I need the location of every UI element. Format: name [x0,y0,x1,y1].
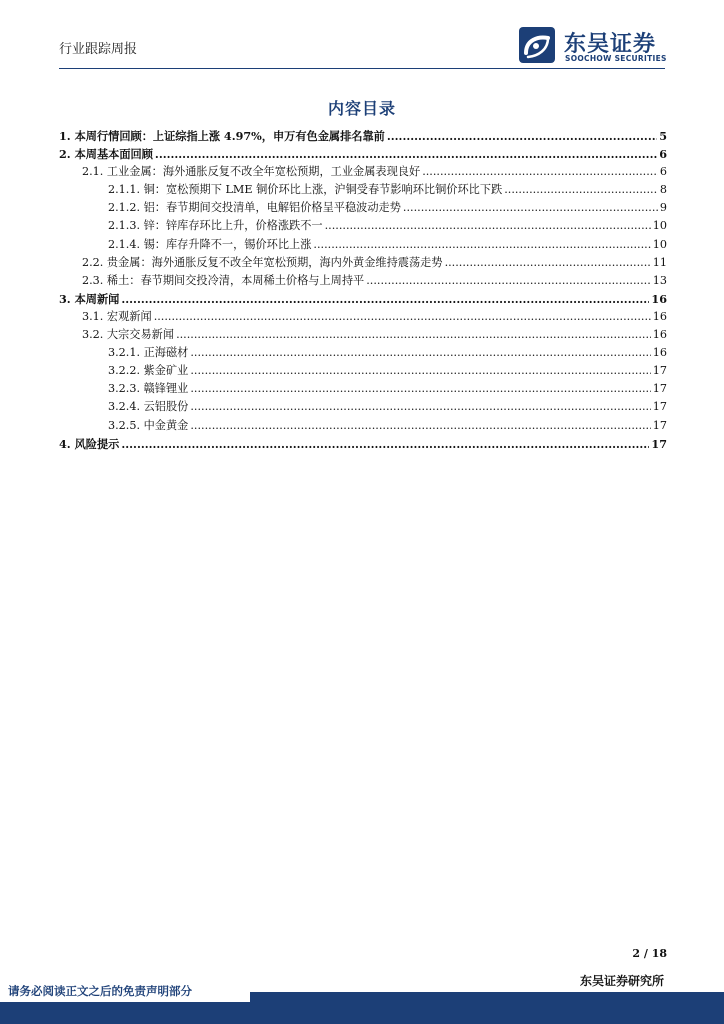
toc-leader-dots [176,326,651,344]
toc-entry-label: 工业金属：海外通胀反复不改全年宽松预期，工业金属表现良好 [106,165,421,179]
toc-entry-page: 6 [659,147,667,162]
toc-entry-page: 16 [652,309,667,323]
toc-leader-dots [190,344,650,362]
toc-entry-number: 2.1.1. [108,183,141,197]
toc-leader-dots [190,417,650,435]
toc-entry-title [108,181,502,199]
toc-entry-page: 11 [652,255,667,269]
toc-entry-page: 6 [659,165,667,179]
toc-leader-dots [190,380,650,398]
logo-company-name: 东吴证券 [564,32,657,57]
toc-entry-page: 16 [652,346,667,360]
toc-entry[interactable] [59,217,667,235]
toc-entry-page: 17 [652,400,667,414]
toc-entry[interactable] [59,145,667,163]
toc-entry-title [59,145,153,163]
toc-entry-label: 中金黄金 [143,418,189,432]
toc-entry[interactable] [59,236,667,254]
toc-entry-label: 铜：宽松预期下 LME 铜价环比上涨，沪铜受春节影响环比铜价环比下跌 [143,183,503,197]
toc-entry-title [108,217,323,235]
toc-entry-number: 2. [59,147,71,162]
toc-leader-dots [387,127,657,145]
toc-entry[interactable] [59,326,667,344]
toc-entry-title [108,362,188,380]
toc-leader-dots [422,163,658,181]
report-type-label: 行业跟踪周报 [59,42,138,57]
toc-entry-title [59,127,385,145]
toc-leader-dots [155,145,657,163]
toc-entry[interactable] [59,290,667,308]
toc-entry-page: 10 [652,219,667,233]
toc-entry[interactable] [59,127,667,145]
toc-entry-page: 17 [652,418,667,432]
toc-entry-page: 16 [652,328,667,342]
toc-leader-dots [190,362,650,380]
page-indicator: 2 / 18 [632,947,667,960]
toc-entry-label: 本周基本面回顾 [74,147,153,162]
toc-entry-title [59,290,119,308]
header-divider [59,68,665,69]
toc-entry[interactable] [59,272,667,290]
toc-entry-number: 3.1. [82,309,104,323]
toc-entry-page: 8 [659,183,667,197]
toc-entry[interactable] [59,163,667,181]
toc-entry-page: 17 [652,364,667,378]
toc-entry[interactable] [59,398,667,416]
toc-entry-page: 5 [659,129,667,143]
toc-entry-label: 稀土：春节期间交投冷清，本周稀土价格与上周持平 [106,273,365,287]
toc-entry[interactable] [59,199,667,217]
toc-entry-number: 2.2. [82,255,104,269]
toc-entry[interactable] [59,254,667,272]
toc-entry-label: 本周行情回顾：上证综指上涨 4.97%，申万有色金属排名靠前 [74,129,385,143]
toc-entry-page: 9 [659,201,667,215]
toc-entry-label: 赣锋锂业 [143,382,189,396]
footer-disclaimer: 请务必阅读正文之后的免责声明部分 [8,984,192,998]
toc-entry-page: 17 [652,382,667,396]
toc-leader-dots [121,435,649,453]
toc-entry-label: 风险提示 [74,436,120,451]
toc-entry-title [82,308,152,326]
toc-entry-title [108,236,311,254]
toc-entry-number: 3.2. [82,328,104,342]
toc-entry-number: 3. [59,291,71,306]
toc-entry-number: 4. [59,436,71,451]
toc-entry-label: 正海磁材 [143,346,189,360]
toc-entry-label: 锌：锌库存环比上升，价格涨跌不一 [143,219,323,233]
company-logo [518,26,678,66]
toc-entry-page: 16 [651,291,667,306]
soochow-logo-icon [518,26,558,64]
toc-leader-dots [403,199,658,217]
toc-entry-label: 宏观新闻 [106,309,152,323]
toc-entry-number: 2.1.3. [108,219,141,233]
toc-entry[interactable] [59,362,667,380]
logo-company-name-en: SOOCHOW SECURITIES [565,54,667,63]
toc-entry-title [82,163,420,181]
toc-entry-number: 3.2.2. [108,364,141,378]
toc-entry-title [108,344,188,362]
footer-institute: 东吴证券研究所 [579,974,664,988]
toc-entry-number: 3.2.1. [108,346,141,360]
toc-leader-dots [445,254,651,272]
toc-entry-number: 1. [59,129,71,143]
table-of-contents [59,127,667,453]
toc-leader-dots [154,308,651,326]
toc-entry-label: 紫金矿业 [143,364,189,378]
toc-leader-dots [366,272,651,290]
toc-entry-number: 2.1.2. [108,201,141,215]
toc-entry[interactable] [59,380,667,398]
toc-entry-label: 云铝股份 [143,400,189,414]
toc-entry-label: 铝：春节期间交投清单，电解铝价格呈平稳波动走势 [143,201,401,215]
toc-entry-label: 大宗交易新闻 [106,328,175,342]
toc-title: 内容目录 [327,99,396,118]
toc-leader-dots [504,181,658,199]
toc-leader-dots [190,398,650,416]
toc-entry-page: 17 [651,436,667,451]
toc-entry-number: 2.1. [82,165,104,179]
toc-leader-dots [121,290,649,308]
toc-entry-title [108,380,188,398]
toc-entry-label: 锡：库存升降不一，锡价环比上涨 [143,237,312,251]
toc-entry-title [108,417,188,435]
toc-entry-number: 3.2.4. [108,400,141,414]
toc-entry-number: 2.3. [82,273,104,287]
toc-leader-dots [325,217,651,235]
toc-entry-number: 3.2.3. [108,382,141,396]
toc-entry-title [82,272,364,290]
toc-entry-number: 3.2.5. [108,418,141,432]
toc-entry[interactable] [59,344,667,362]
toc-entry-title [82,326,174,344]
toc-entry-page: 10 [652,237,667,251]
toc-entry-title [82,254,443,272]
toc-leader-dots [313,236,650,254]
toc-entry-label: 贵金属：海外通胀反复不改全年宽松预期，海内外黄金维持震荡走势 [106,255,443,269]
toc-entry[interactable] [59,435,667,453]
toc-entry[interactable] [59,417,667,435]
toc-entry-title [59,435,119,453]
toc-entry[interactable] [59,181,667,199]
toc-entry-number: 2.1.4. [108,237,141,251]
toc-entry-page: 13 [652,273,667,287]
toc-entry-title [108,398,188,416]
toc-entry-title [108,199,401,217]
toc-entry[interactable] [59,308,667,326]
toc-entry-label: 本周新闻 [74,291,120,306]
